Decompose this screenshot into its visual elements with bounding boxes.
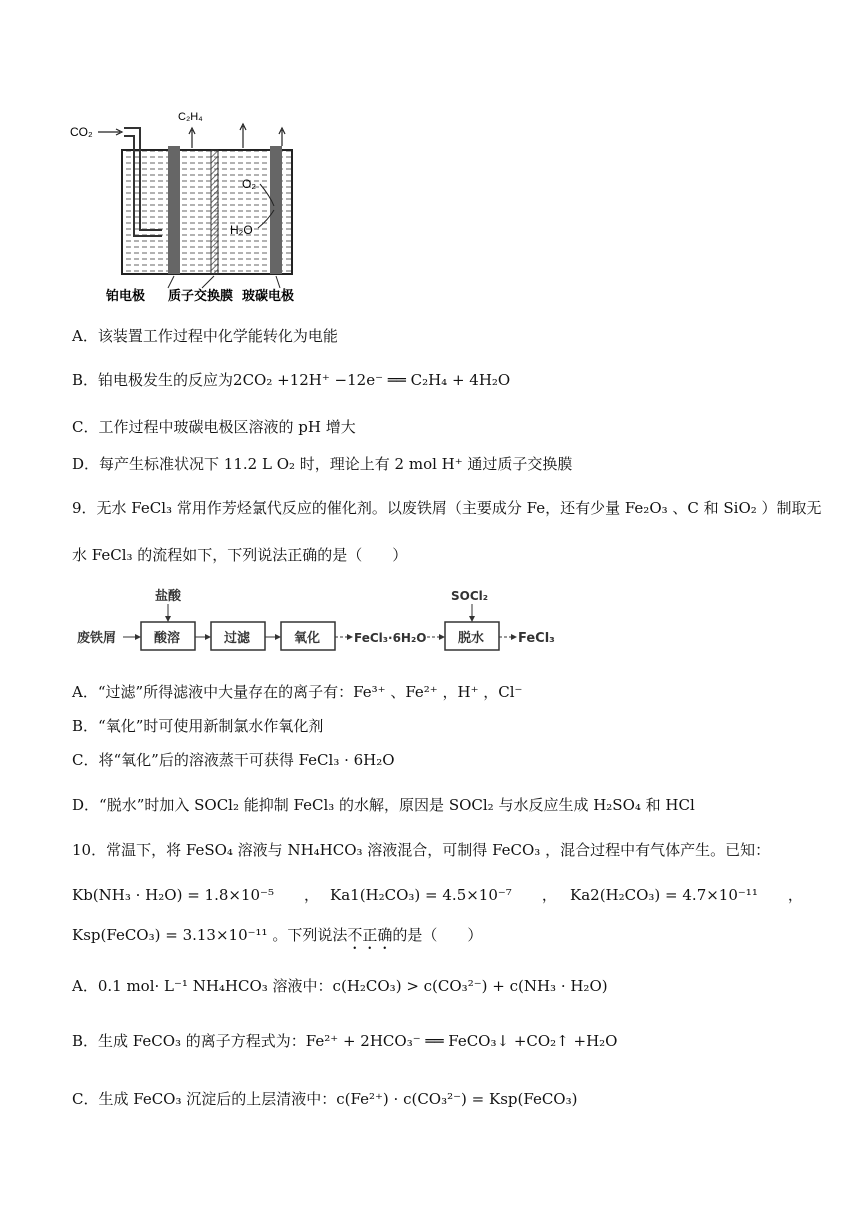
platinum-electrode-label: 铂电极 [106, 289, 146, 304]
c2h4-label: C₂H₄ [178, 111, 203, 123]
glassy-carbon-label: 玻碳电极 [242, 289, 295, 304]
q9-stem-line1: 9．无水 FeCl₃ 常用作芳烃氯代反应的催化剂。以废铁屑（主要成分 Fe，还有少量 Fe₂O₃ 、C 和 SiO₂ ）制取无 [72, 499, 822, 517]
q8-option-c: C．工作过程中玻碳电极区溶液的 pH 增大 [72, 418, 356, 436]
q8-option-a: A．该装置工作过程中化学能转化为电能 [72, 327, 338, 345]
glassy-carbon-electrode [270, 146, 282, 274]
q10-constant-ka2: Ka2(H₂CO₃) = 4.7×10⁻¹¹ ， [570, 886, 803, 904]
flow-step-dehydrate: 脱水 [458, 631, 485, 646]
q9-option-c: C．将“氧化”后的溶液蒸干可获得 FeCl₃ · 6H₂O [72, 751, 395, 769]
h2o-label: H₂O [230, 223, 253, 237]
q10-ksp-text: Ksp(FeCO₃) = 3.13×10⁻¹¹ 。下列说法 [72, 926, 348, 944]
q9-option-d: D．“脱水”时加入 SOCl₂ 能抑制 FeCl₃ 的水解，原因是 SOCl₂ 与水反应生成 H₂SO₄ 和 HCl [72, 796, 695, 814]
q10-constant-ksp [72, 925, 482, 953]
o2-label: O₂ [242, 177, 256, 191]
flow-step-oxidize: 氧化 [294, 631, 321, 646]
flow-step-filter: 过滤 [224, 631, 251, 646]
platinum-electrode [168, 146, 180, 274]
proton-exchange-membrane [211, 150, 218, 274]
q10-constant-kb: Kb(NH₃ · H₂O) = 1.8×10⁻⁵ ， [72, 886, 319, 904]
q8-option-b: B．铂电极发生的反应为2CO₂ +12H⁺ −12e⁻ ══ C₂H₄ + 4H₂O [72, 371, 511, 389]
q10-stem-line1: 10．常温下，将 FeSO₄ 溶液与 NH₄HCO₃ 溶液混合，可制得 FeCO₃ ，混合过程中有气体产生。已知： [72, 841, 771, 859]
q10-ksp-end: 的是（ ） [392, 926, 483, 944]
q9-option-a: A．“过滤”所得滤液中大量存在的离子有：Fe³⁺ 、Fe²⁺ ，H⁺ ，Cl⁻ [72, 683, 523, 701]
membrane-label: 质子交换膜 [168, 289, 234, 304]
fecl3-flowchart [75, 586, 575, 656]
q10-option-c: C．生成 FeCO₃ 沉淀后的上层清液中：c(Fe²⁺) · c(CO₃²⁻) = Ksp(FeCO₃) [72, 1090, 578, 1108]
cell-container [122, 150, 292, 274]
co2-label: CO₂ [70, 125, 93, 139]
flow-reagent-socl2: SOCl₂ [451, 589, 489, 603]
flow-mid-product: FeCl₃·6H₂O [354, 631, 427, 645]
q10-constant-ka1: Ka1(H₂CO₃) = 4.5×10⁻⁷ ， [330, 886, 557, 904]
flow-start: 废铁屑 [77, 631, 117, 646]
q9-stem-line2: 水 FeCl₃ 的流程如下，下列说法正确的是（ ） [72, 546, 408, 564]
electrolysis-diagram [70, 100, 320, 305]
flow-reagent-hcl: 盐酸 [155, 589, 182, 604]
q10-option-b: B．生成 FeCO₃ 的离子方程式为：Fe²⁺ + 2HCO₃⁻ ══ FeCO₃↓ +CO₂↑ +H₂O [72, 1032, 618, 1050]
q8-option-d: D．每产生标准状况下 11.2 L O₂ 时，理论上有 2 mol H⁺ 通过质子交换膜 [72, 455, 573, 473]
flow-end-product: FeCl₃ [518, 631, 555, 646]
flow-step-acid: 酸溶 [154, 631, 181, 646]
q10-emphasis-not-correct: 不正确 [347, 926, 393, 944]
q10-option-a: A．0.1 mol· L⁻¹ NH₄HCO₃ 溶液中：c(H₂CO₃) > c(CO₃²⁻) + c(NH₃ · H₂O) [72, 977, 608, 995]
q9-option-b: B．“氧化”时可使用新制氯水作氧化剂 [72, 717, 324, 735]
